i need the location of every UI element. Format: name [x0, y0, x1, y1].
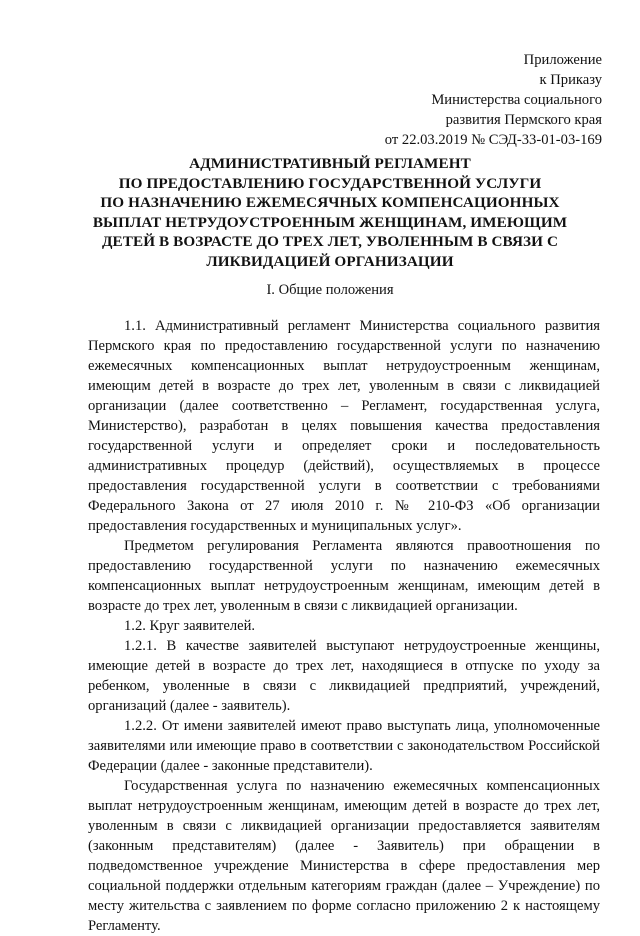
appendix-block [385, 50, 602, 150]
appendix-line: развития Пермского края [445, 112, 602, 128]
title-line: ПО ПРЕДОСТАВЛЕНИЮ ГОСУДАРСТВЕННОЙ УСЛУГИ [118, 174, 542, 192]
section-heading: I. Общие положения [266, 282, 394, 298]
paragraph: 1.2.2. От имени заявителей имеют право выступать лица, уполномоченные заявителями или имеющие право в соответствии с законодательством Российской Федерации (далее - законные представители). [88, 718, 600, 774]
appendix-line: к Приказу [539, 72, 602, 88]
title-line: АДМИНИСТРАТИВНЫЙ РЕГЛАМЕНТ [189, 155, 471, 172]
appendix-line: Приложение [523, 52, 602, 68]
appendix-line: от 22.03.2019 № СЭД-33-01-03-169 [384, 132, 602, 148]
title-line: ВЫПЛАТ НЕТРУДОУСТРОЕННЫМ ЖЕНЩИНАМ, ИМЕЮЩИМ [92, 213, 568, 231]
title-line: ПО НАЗНАЧЕНИЮ ЕЖЕМЕСЯЧНЫХ КОМПЕНСАЦИОННЫХ [100, 194, 560, 211]
document-title [80, 154, 580, 271]
paragraph: 1.2. Круг заявителей. [124, 618, 256, 634]
document-body [88, 316, 600, 936]
paragraph: Государственная услуга по назначению ежемесячных компенсационных выплат нетрудоустроенным женщинам, имеющим детей в возрасте до трех лет, уволенным в связи с ликвидацией организации предоставляется заявителям (законным представителям) (далее - Заявитель) при обращении в подведомственное учреждение Министерства в сфере предоставления мер социальной поддержки отдельным категориям граждан (далее – Учреждение) по месту жительства с заявлением по форме согласно приложению 2 к настоящему Регламенту. [88, 778, 600, 934]
title-line: ЛИКВИДАЦИЕЙ ОРГАНИЗАЦИИ [206, 252, 454, 270]
paragraph: 1.1. Административный регламент Министерства социального развития Пермского края по предоставлению государственной услуги по назначению ежемесячных компенсационных выплат нетрудоустроенным женщинам, имеющим детей в возрасте до трех лет, уволенным в связи с ликвидацией организации (далее соответственно – Регламент, государственная услуга, Министерство), разработан в целях повышения качества предоставления государственной услуги и определяет сроки и последовательность административных процедур (действий), осуществляемых в процессе предоставления государственной услуги в соответствии с требованиями Федерального Закона от 27 июля 2010 г. № 210-ФЗ «Об организации предоставления государственных и муниципальных услуг». [88, 318, 600, 534]
appendix-line: Министерства социального [431, 92, 602, 108]
title-line: ДЕТЕЙ В ВОЗРАСТЕ ДО ТРЕХ ЛЕТ, УВОЛЕННЫМ В СВЯЗИ С [101, 233, 559, 250]
paragraph: Предметом регулирования Регламента являются правоотношения по предоставлению государственной услуги по назначению ежемесячных компенсационных выплат нетрудоустроенным женщинам, имеющим детей в возрасте до трех лет, уволенным в связи с ликвидацией организации. [88, 538, 600, 614]
paragraph: 1.2.1. В качестве заявителей выступают нетрудоустроенные женщины, имеющие детей в возрасте до трех лет, находящиеся в отпуске по уходу за ребенком, уволенные в связи с ликвидацией предприятий, учреждений, организаций (далее - заявитель). [88, 638, 600, 714]
